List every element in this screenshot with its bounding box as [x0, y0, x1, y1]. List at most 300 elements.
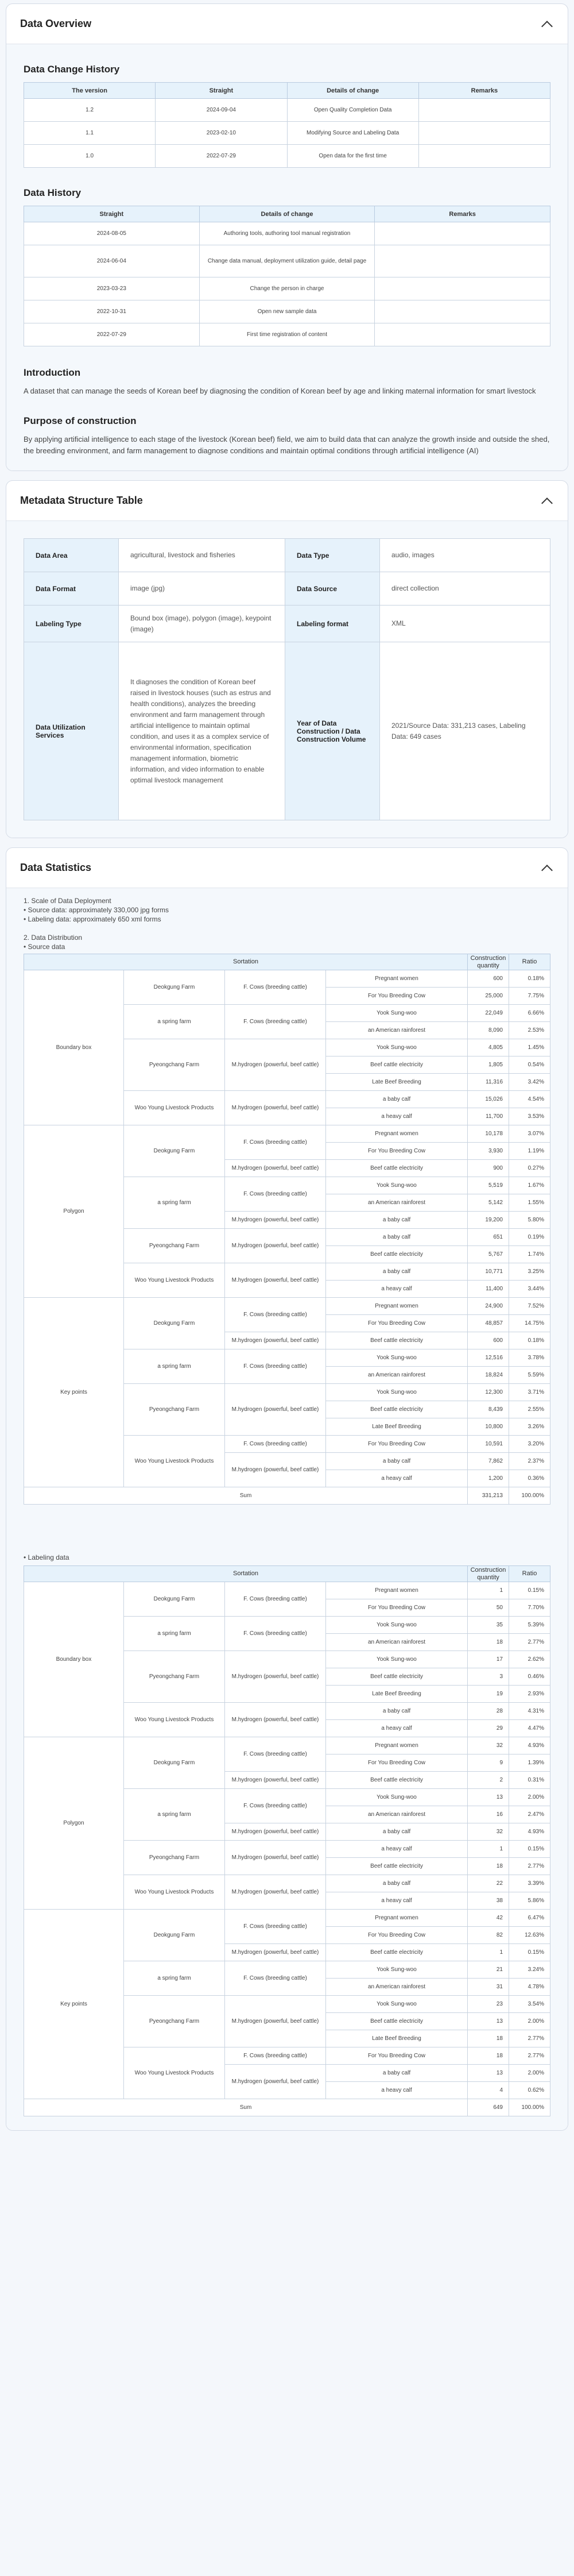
- table-row: [24, 606, 550, 642]
- ratio-cell: 0.46%: [509, 1668, 550, 1686]
- category-cell: F. Cows (breeding cattle): [225, 1349, 326, 1384]
- change-history-title: Data Change History: [24, 64, 120, 75]
- meta-value: 2021/Source Data: 331,213 cases, Labeling Data: 649 cases: [380, 642, 550, 820]
- ratio-cell: 3.71%: [509, 1384, 550, 1401]
- chevron-up-icon[interactable]: [540, 494, 554, 508]
- quantity-cell: 24,900: [468, 1298, 509, 1315]
- introduction-text: A dataset that can manage the seeds of Korean beef by diagnosing the condition of Korean beef by age and linking maternal information for smart livestock: [24, 387, 536, 395]
- item-cell: Pregnant women: [326, 970, 468, 988]
- item-cell: a baby calf: [326, 2065, 468, 2082]
- ratio-cell: 2.53%: [509, 1022, 550, 1039]
- col-header-ratio: Ratio: [509, 1566, 550, 1582]
- item-cell: Beef cattle electricity: [326, 1332, 468, 1349]
- item-cell: Beef cattle electricity: [326, 1668, 468, 1686]
- quantity-cell: 29: [468, 1720, 509, 1737]
- ratio-cell: 0.18%: [509, 1332, 550, 1349]
- farm-cell: Woo Young Livestock Products: [124, 1703, 225, 1737]
- label-type-cell: Polygon: [24, 1737, 124, 1910]
- quantity-cell: 18: [468, 2030, 509, 2047]
- col-header: Straight: [24, 206, 200, 222]
- cell: Open data for the first time: [287, 145, 418, 168]
- item-cell: Late Beef Breeding: [326, 1686, 468, 1703]
- item-cell: an American rainforest: [326, 1194, 468, 1212]
- quantity-cell: 10,591: [468, 1436, 509, 1453]
- ratio-cell: 0.18%: [509, 970, 550, 988]
- farm-cell: a spring farm: [124, 1617, 225, 1651]
- quantity-cell: 31: [468, 1979, 509, 1996]
- category-cell: F. Cows (breeding cattle): [225, 1961, 326, 1996]
- item-cell: Pregnant women: [326, 1910, 468, 1927]
- quantity-cell: 11,400: [468, 1281, 509, 1298]
- item-cell: a baby calf: [326, 1229, 468, 1246]
- quantity-cell: 50: [468, 1599, 509, 1617]
- meta-key: Data Format: [24, 572, 119, 606]
- item-cell: a baby calf: [326, 1091, 468, 1108]
- item-cell: a baby calf: [326, 1823, 468, 1841]
- cell: 1.1: [24, 122, 156, 145]
- item-cell: Yook Sung-woo: [326, 1005, 468, 1022]
- quantity-cell: 16: [468, 1806, 509, 1823]
- category-cell: M.hydrogen (powerful, beef cattle): [225, 1772, 326, 1789]
- ratio-cell: 6.66%: [509, 1005, 550, 1022]
- quantity-cell: 900: [468, 1160, 509, 1177]
- chevron-up-icon[interactable]: [540, 17, 554, 31]
- item-cell: Late Beef Breeding: [326, 1074, 468, 1091]
- label-type-cell: Boundary box: [24, 970, 124, 1125]
- ratio-cell: 3.78%: [509, 1349, 550, 1367]
- farm-cell: a spring farm: [124, 1961, 225, 1996]
- col-header: Details of change: [287, 83, 418, 99]
- farm-cell: Woo Young Livestock Products: [124, 1875, 225, 1910]
- farm-cell: Woo Young Livestock Products: [124, 1091, 225, 1125]
- quantity-cell: 600: [468, 970, 509, 988]
- metadata-section: [6, 480, 568, 838]
- stat-intro: [24, 896, 550, 951]
- category-cell: F. Cows (breeding cattle): [225, 1005, 326, 1039]
- quantity-cell: 38: [468, 1892, 509, 1910]
- meta-value: agricultural, livestock and fisheries: [119, 539, 285, 572]
- quantity-cell: 12,300: [468, 1384, 509, 1401]
- meta-key: Labeling format: [285, 606, 380, 642]
- item-cell: For You Breeding Cow: [326, 1599, 468, 1617]
- cell: Modifying Source and Labeling Data: [287, 122, 418, 145]
- quantity-cell: 5,767: [468, 1246, 509, 1263]
- item-cell: Yook Sung-woo: [326, 1177, 468, 1194]
- cell: [375, 300, 550, 323]
- quantity-cell: 25,000: [468, 988, 509, 1005]
- ratio-cell: 3.39%: [509, 1875, 550, 1892]
- cell: [375, 222, 550, 245]
- ratio-cell: 3.53%: [509, 1108, 550, 1125]
- table-row: [24, 1737, 550, 1754]
- item-cell: Pregnant women: [326, 1737, 468, 1754]
- item-cell: For You Breeding Cow: [326, 1315, 468, 1332]
- meta-value: XML: [380, 606, 550, 642]
- category-cell: F. Cows (breeding cattle): [225, 1789, 326, 1823]
- table-row: [24, 970, 550, 988]
- meta-key: Data Area: [24, 539, 119, 572]
- farm-cell: Deokgung Farm: [124, 1910, 225, 1961]
- item-cell: Pregnant women: [326, 1125, 468, 1143]
- ratio-cell: 1.45%: [509, 1039, 550, 1056]
- category-cell: F. Cows (breeding cattle): [225, 1582, 326, 1617]
- farm-cell: Pyeongchang Farm: [124, 1039, 225, 1091]
- category-cell: M.hydrogen (powerful, beef cattle): [225, 1823, 326, 1841]
- ratio-cell: 3.42%: [509, 1074, 550, 1091]
- meta-key: Data Source: [285, 572, 380, 606]
- quantity-cell: 13: [468, 1789, 509, 1806]
- ratio-cell: 0.36%: [509, 1470, 550, 1487]
- cell: [418, 122, 550, 145]
- item-cell: a heavy calf: [326, 1720, 468, 1737]
- quantity-cell: 600: [468, 1332, 509, 1349]
- farm-cell: Deokgung Farm: [124, 1125, 225, 1177]
- quantity-cell: 1,200: [468, 1470, 509, 1487]
- ratio-cell: 4.93%: [509, 1737, 550, 1754]
- category-cell: F. Cows (breeding cattle): [225, 1910, 326, 1944]
- farm-cell: Deokgung Farm: [124, 970, 225, 1005]
- labeling-data-table: [24, 1565, 550, 2116]
- chevron-up-icon[interactable]: [540, 861, 554, 875]
- cell: [375, 277, 550, 300]
- section-title: Data Statistics: [20, 862, 92, 873]
- category-cell: M.hydrogen (powerful, beef cattle): [225, 1160, 326, 1177]
- quantity-cell: 32: [468, 1823, 509, 1841]
- category-cell: M.hydrogen (powerful, beef cattle): [225, 1996, 326, 2047]
- source-data-table: [24, 954, 550, 1505]
- farm-cell: Deokgung Farm: [124, 1298, 225, 1349]
- table-row: [24, 277, 550, 300]
- cell: Authoring tools, authoring tool manual registration: [199, 222, 375, 245]
- cell: 2022-10-31: [24, 300, 200, 323]
- category-cell: M.hydrogen (powerful, beef cattle): [225, 1039, 326, 1091]
- quantity-cell: 4,805: [468, 1039, 509, 1056]
- sum-label: Sum: [24, 2099, 468, 2116]
- metadata-header[interactable]: [6, 481, 568, 521]
- sum-quantity: 331,213: [468, 1487, 509, 1505]
- ratio-cell: 1.67%: [509, 1177, 550, 1194]
- item-cell: Late Beef Breeding: [326, 2030, 468, 2047]
- meta-value: image (jpg): [119, 572, 285, 606]
- table-row: [24, 642, 550, 820]
- ratio-cell: 3.44%: [509, 1281, 550, 1298]
- cell: 1.2: [24, 99, 156, 122]
- quantity-cell: 18,824: [468, 1367, 509, 1384]
- ratio-cell: 4.78%: [509, 1979, 550, 1996]
- ratio-cell: 4.47%: [509, 1720, 550, 1737]
- ratio-cell: 0.19%: [509, 1229, 550, 1246]
- category-cell: M.hydrogen (powerful, beef cattle): [225, 1651, 326, 1703]
- quantity-cell: 11,316: [468, 1074, 509, 1091]
- category-cell: F. Cows (breeding cattle): [225, 1737, 326, 1772]
- quantity-cell: 9: [468, 1754, 509, 1772]
- ratio-cell: 12.63%: [509, 1927, 550, 1944]
- quantity-cell: 28: [468, 1703, 509, 1720]
- item-cell: Pregnant women: [326, 1298, 468, 1315]
- category-cell: F. Cows (breeding cattle): [225, 1436, 326, 1453]
- ratio-cell: 1.19%: [509, 1143, 550, 1160]
- table-header-row: [24, 954, 550, 970]
- item-cell: an American rainforest: [326, 1367, 468, 1384]
- quantity-cell: 18: [468, 1858, 509, 1875]
- farm-cell: a spring farm: [124, 1789, 225, 1841]
- data-statistics-body: [6, 888, 568, 2130]
- farm-cell: Deokgung Farm: [124, 1582, 225, 1617]
- sum-row: [24, 2099, 550, 2116]
- purpose-text: By applying artificial intelligence to each stage of the livestock (Korean beef) field, we aim to build data that can analyze the growth inside and outside the shed, the breeding environment, and farm management to diagnose conditions and maintain optimal conditions through artificial intelligence (AI): [24, 435, 550, 455]
- category-cell: M.hydrogen (powerful, beef cattle): [225, 1703, 326, 1737]
- data-overview-header[interactable]: [6, 4, 568, 44]
- cell: 2023-02-10: [156, 122, 287, 145]
- data-history-title: Data History: [24, 187, 82, 198]
- data-history-table: [24, 206, 550, 346]
- col-header-sortation: Sortation: [24, 954, 468, 970]
- metadata-table: [24, 538, 550, 820]
- item-cell: Pregnant women: [326, 1582, 468, 1599]
- label-type-cell: Key points: [24, 1910, 124, 2099]
- ratio-cell: 2.37%: [509, 1453, 550, 1470]
- category-cell: M.hydrogen (powerful, beef cattle): [225, 1212, 326, 1229]
- item-cell: an American rainforest: [326, 1022, 468, 1039]
- item-cell: an American rainforest: [326, 1634, 468, 1651]
- quantity-cell: 15,026: [468, 1091, 509, 1108]
- category-cell: M.hydrogen (powerful, beef cattle): [225, 1263, 326, 1298]
- ratio-cell: 0.54%: [509, 1056, 550, 1074]
- col-header: Remarks: [418, 83, 550, 99]
- farm-cell: Woo Young Livestock Products: [124, 1263, 225, 1298]
- category-cell: M.hydrogen (powerful, beef cattle): [225, 1875, 326, 1910]
- ratio-cell: 7.52%: [509, 1298, 550, 1315]
- ratio-cell: 2.00%: [509, 1789, 550, 1806]
- table-row: [24, 300, 550, 323]
- intro-line: 1. Scale of Data Deployment: [24, 897, 111, 905]
- introduction-title: Introduction: [24, 367, 81, 378]
- table-row: [24, 245, 550, 277]
- ratio-cell: 2.47%: [509, 1806, 550, 1823]
- category-cell: M.hydrogen (powerful, beef cattle): [225, 1841, 326, 1875]
- cell: 2023-03-23: [24, 277, 200, 300]
- ratio-cell: 2.62%: [509, 1651, 550, 1668]
- cell: 2022-07-29: [24, 323, 200, 346]
- farm-cell: a spring farm: [124, 1349, 225, 1384]
- ratio-cell: 1.39%: [509, 1754, 550, 1772]
- table-row: [24, 1298, 550, 1315]
- ratio-cell: 2.00%: [509, 2013, 550, 2030]
- ratio-cell: 3.26%: [509, 1418, 550, 1436]
- intro-line: • Source data: [24, 943, 65, 951]
- item-cell: a heavy calf: [326, 1470, 468, 1487]
- item-cell: Beef cattle electricity: [326, 1772, 468, 1789]
- meta-key: Data Type: [285, 539, 380, 572]
- ratio-cell: 0.15%: [509, 1582, 550, 1599]
- farm-cell: Pyeongchang Farm: [124, 1996, 225, 2047]
- quantity-cell: 19: [468, 1686, 509, 1703]
- meta-key: Year of Data Construction / Data Construction Volume: [285, 642, 380, 820]
- quantity-cell: 32: [468, 1737, 509, 1754]
- ratio-cell: 2.77%: [509, 2030, 550, 2047]
- quantity-cell: 5,519: [468, 1177, 509, 1194]
- ratio-cell: 3.25%: [509, 1263, 550, 1281]
- quantity-cell: 22: [468, 1875, 509, 1892]
- item-cell: an American rainforest: [326, 1979, 468, 1996]
- table-row: [24, 122, 550, 145]
- table-header-row: [24, 1566, 550, 1582]
- ratio-cell: 4.93%: [509, 1823, 550, 1841]
- category-cell: F. Cows (breeding cattle): [225, 1298, 326, 1332]
- quantity-cell: 18: [468, 1634, 509, 1651]
- cell: First time registration of content: [199, 323, 375, 346]
- sum-quantity: 649: [468, 2099, 509, 2116]
- item-cell: Yook Sung-woo: [326, 1039, 468, 1056]
- meta-value: Bound box (image), polygon (image), keypoint (image): [119, 606, 285, 642]
- item-cell: a heavy calf: [326, 1281, 468, 1298]
- farm-cell: Pyeongchang Farm: [124, 1229, 225, 1263]
- quantity-cell: 2: [468, 1772, 509, 1789]
- item-cell: a baby calf: [326, 1703, 468, 1720]
- category-cell: M.hydrogen (powerful, beef cattle): [225, 1944, 326, 1961]
- cell: 2024-09-04: [156, 99, 287, 122]
- ratio-cell: 6.47%: [509, 1910, 550, 1927]
- table-row: [24, 1125, 550, 1143]
- table-row: [24, 572, 550, 606]
- table-row: [24, 99, 550, 122]
- col-header: Straight: [156, 83, 287, 99]
- quantity-cell: 1: [468, 1841, 509, 1858]
- section-title: Metadata Structure Table: [20, 495, 143, 506]
- table-row: [24, 1582, 550, 1599]
- item-cell: Beef cattle electricity: [326, 1056, 468, 1074]
- ratio-cell: 7.70%: [509, 1599, 550, 1617]
- col-header: Remarks: [375, 206, 550, 222]
- item-cell: Yook Sung-woo: [326, 1651, 468, 1668]
- quantity-cell: 8,439: [468, 1401, 509, 1418]
- ratio-cell: 3.24%: [509, 1961, 550, 1979]
- data-overview-body: [6, 44, 568, 471]
- item-cell: Beef cattle electricity: [326, 1858, 468, 1875]
- item-cell: Beef cattle electricity: [326, 1944, 468, 1961]
- table-row: [24, 323, 550, 346]
- table-header-row: [24, 83, 550, 99]
- quantity-cell: 18: [468, 2047, 509, 2065]
- quantity-cell: 10,178: [468, 1125, 509, 1143]
- farm-cell: Pyeongchang Farm: [124, 1841, 225, 1875]
- ratio-cell: 2.77%: [509, 2047, 550, 2065]
- labeling-caption: • Labeling data: [24, 1553, 69, 1561]
- table-header-row: [24, 206, 550, 222]
- ratio-cell: 2.55%: [509, 1401, 550, 1418]
- item-cell: a heavy calf: [326, 1841, 468, 1858]
- label-type-cell: Key points: [24, 1298, 124, 1487]
- item-cell: Beef cattle electricity: [326, 1160, 468, 1177]
- quantity-cell: 1,805: [468, 1056, 509, 1074]
- item-cell: Yook Sung-woo: [326, 1996, 468, 2013]
- item-cell: For You Breeding Cow: [326, 1436, 468, 1453]
- ratio-cell: 5.86%: [509, 1892, 550, 1910]
- quantity-cell: 21: [468, 1961, 509, 1979]
- ratio-cell: 14.75%: [509, 1315, 550, 1332]
- sum-ratio: 100.00%: [509, 2099, 550, 2116]
- item-cell: For You Breeding Cow: [326, 2047, 468, 2065]
- cell: Open Quality Completion Data: [287, 99, 418, 122]
- quantity-cell: 651: [468, 1229, 509, 1246]
- item-cell: a baby calf: [326, 1453, 468, 1470]
- sum-ratio: 100.00%: [509, 1487, 550, 1505]
- category-cell: F. Cows (breeding cattle): [225, 2047, 326, 2065]
- category-cell: F. Cows (breeding cattle): [225, 1177, 326, 1212]
- item-cell: For You Breeding Cow: [326, 1754, 468, 1772]
- farm-cell: a spring farm: [124, 1005, 225, 1039]
- ratio-cell: 2.93%: [509, 1686, 550, 1703]
- sum-row: [24, 1487, 550, 1505]
- quantity-cell: 8,090: [468, 1022, 509, 1039]
- item-cell: Beef cattle electricity: [326, 1246, 468, 1263]
- intro-line: 2. Data Distribution: [24, 934, 83, 942]
- item-cell: Yook Sung-woo: [326, 1349, 468, 1367]
- section-title: Data Overview: [20, 18, 92, 29]
- quantity-cell: 13: [468, 2065, 509, 2082]
- meta-value: audio, images: [380, 539, 550, 572]
- intro-line: • Source data: approximately 330,000 jpg forms: [24, 906, 169, 914]
- farm-cell: Woo Young Livestock Products: [124, 1436, 225, 1487]
- quantity-cell: 22,049: [468, 1005, 509, 1022]
- cell: [418, 99, 550, 122]
- category-cell: M.hydrogen (powerful, beef cattle): [225, 2065, 326, 2099]
- item-cell: For You Breeding Cow: [326, 1143, 468, 1160]
- ratio-cell: 1.55%: [509, 1194, 550, 1212]
- cell: Open new sample data: [199, 300, 375, 323]
- item-cell: For You Breeding Cow: [326, 1927, 468, 1944]
- col-header-sortation: Sortation: [24, 1566, 468, 1582]
- ratio-cell: 2.77%: [509, 1858, 550, 1875]
- cell: 2024-06-04: [24, 245, 200, 277]
- quantity-cell: 4: [468, 2082, 509, 2099]
- quantity-cell: 23: [468, 1996, 509, 2013]
- item-cell: a baby calf: [326, 1212, 468, 1229]
- quantity-cell: 42: [468, 1910, 509, 1927]
- sum-label: Sum: [24, 1487, 468, 1505]
- item-cell: Late Beef Breeding: [326, 1418, 468, 1436]
- farm-cell: Woo Young Livestock Products: [124, 2047, 225, 2099]
- item-cell: Yook Sung-woo: [326, 1789, 468, 1806]
- ratio-cell: 5.39%: [509, 1617, 550, 1634]
- quantity-cell: 48,857: [468, 1315, 509, 1332]
- cell: [375, 245, 550, 277]
- farm-cell: Pyeongchang Farm: [124, 1651, 225, 1703]
- ratio-cell: 5.80%: [509, 1212, 550, 1229]
- item-cell: a heavy calf: [326, 2082, 468, 2099]
- label-type-cell: Polygon: [24, 1125, 124, 1298]
- cell: [418, 145, 550, 168]
- intro-line: [24, 924, 550, 933]
- quantity-cell: 19,200: [468, 1212, 509, 1229]
- item-cell: a baby calf: [326, 1263, 468, 1281]
- quantity-cell: 13: [468, 2013, 509, 2030]
- meta-key: Data Utilization Services: [24, 642, 119, 820]
- cell: Change the person in charge: [199, 277, 375, 300]
- item-cell: Beef cattle electricity: [326, 1401, 468, 1418]
- ratio-cell: 0.62%: [509, 2082, 550, 2099]
- cell: [375, 323, 550, 346]
- ratio-cell: 2.00%: [509, 2065, 550, 2082]
- quantity-cell: 10,800: [468, 1418, 509, 1436]
- quantity-cell: 10,771: [468, 1263, 509, 1281]
- table-row: [24, 1910, 550, 1927]
- data-statistics-header[interactable]: [6, 848, 568, 888]
- col-header: The version: [24, 83, 156, 99]
- ratio-cell: 0.27%: [509, 1160, 550, 1177]
- meta-value: It diagnoses the condition of Korean beef raised in livestock houses (such as estrus and health conditions), analyzes the breeding environment and farm management through artificial intelligence to maintain optimal condition, and uses it as a complex service of environmental information, specification management information, biometric information, and video information to enable optimal livestock management: [119, 642, 285, 820]
- intro-line: • Labeling data: approximately 650 xml forms: [24, 915, 161, 923]
